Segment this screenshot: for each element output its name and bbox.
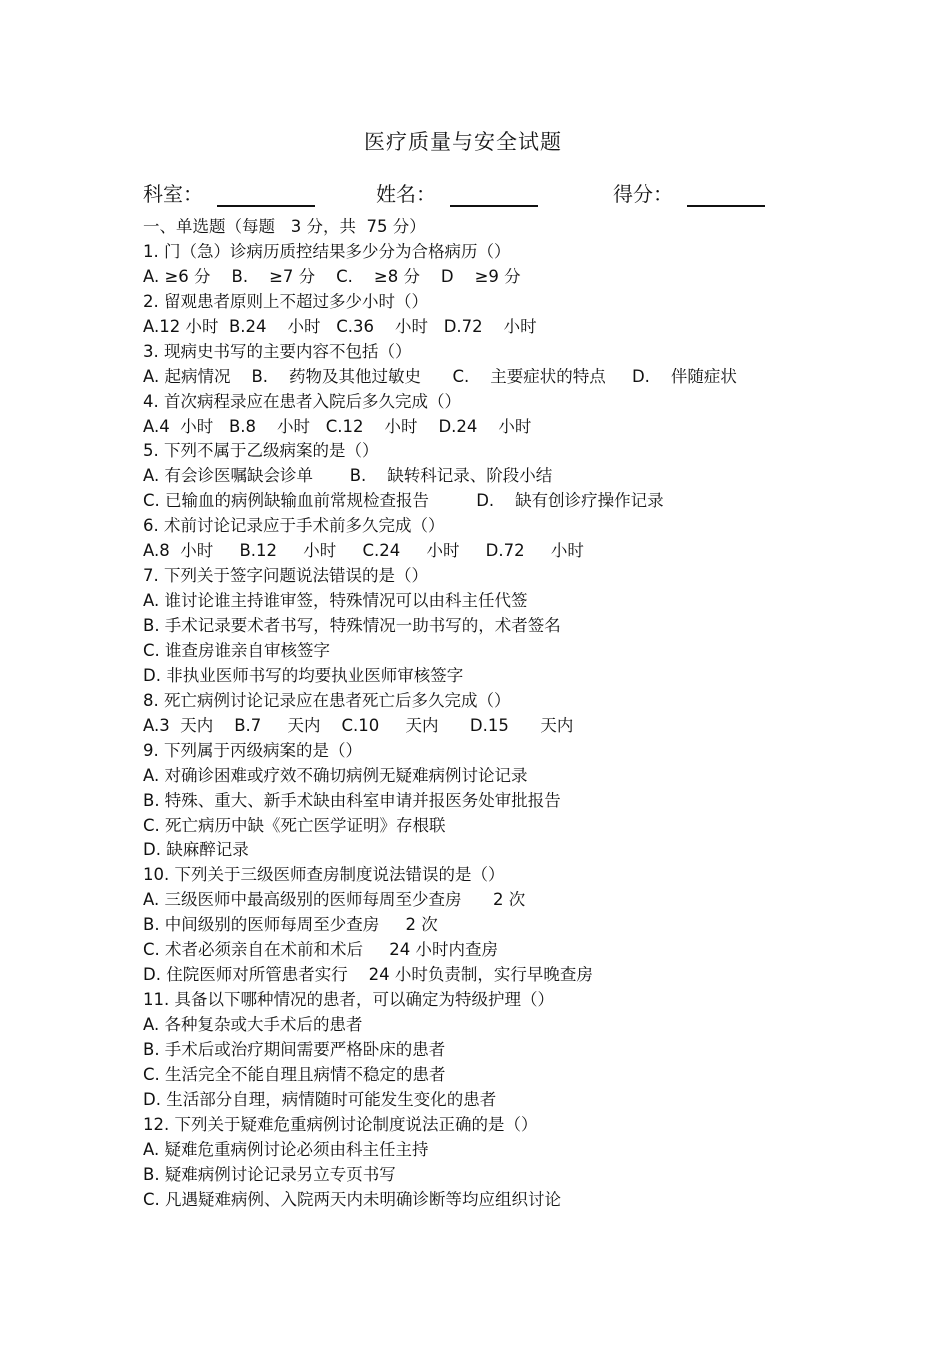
question-stem: 12. 下列关于疑难危重病例讨论制度说法正确的是（）: [143, 1114, 538, 1134]
question-stem: 11. 具备以下哪种情况的患者，可以确定为特级护理（）: [143, 990, 554, 1010]
answer-option: B. 中间级别的医师每周至少查房 2 次: [143, 915, 438, 935]
question-stem: 1. 门（急）诊病历质控结果多少分为合格病历（）: [143, 241, 511, 261]
question-stem: 5. 下列不属于乙级病案的是（）: [143, 441, 379, 461]
answer-option: C. 谁查房谁亲自审核签字: [143, 640, 331, 660]
question-stem: 9. 下列属于丙级病案的是（）: [143, 740, 362, 760]
answer-option: C. 术者必须亲自在术前和术后 24 小时内查房: [143, 940, 498, 960]
name-blank[interactable]: [450, 183, 538, 207]
answer-option: D. 缺麻醉记录: [143, 840, 249, 860]
page-title: 医疗质量与安全试题: [364, 130, 562, 154]
answer-option: B. 特殊、重大、新手术缺由科室申请并报医务处审批报告: [143, 790, 561, 810]
question-stem: 6. 术前讨论记录应于手术前多久完成（）: [143, 516, 445, 536]
answer-option: A.3 天内 B.7 天内 C.10 天内 D.15 天内: [143, 715, 574, 735]
answer-option: A.8 小时 B.12 小时 C.24 小时 D.72 小时: [143, 541, 584, 561]
question-stem: 10. 下列关于三级医师查房制度说法错误的是（）: [143, 865, 505, 885]
department-label: 科室：: [143, 182, 203, 206]
answer-option: B. 手术后或治疗期间需要严格卧床的患者: [143, 1039, 446, 1059]
answer-option: B. 疑难病例讨论记录另立专页书写: [143, 1164, 396, 1184]
answer-option: C. 生活完全不能自理且病情不稳定的患者: [143, 1064, 446, 1084]
answer-option: B. 手术记录要术者书写，特殊情况一助书写的，术者签名: [143, 616, 561, 635]
question-stem: 4. 首次病程录应在患者入院后多久完成（）: [143, 391, 461, 411]
department-blank[interactable]: [217, 183, 315, 207]
answer-option: A. 谁讨论谁主持谁审签，特殊情况可以由科主任代签: [143, 591, 528, 611]
answer-option: A. 对确诊困难或疗效不确切病例无疑难病例讨论记录: [143, 765, 528, 785]
answer-option: C. 已输血的病例缺输血前常规检查报告 D. 缺有创诊疗操作记录: [143, 491, 664, 511]
question-stem: 8. 死亡病例讨论记录应在患者死亡后多久完成（）: [143, 690, 511, 710]
section-heading: 一、单选题（每题 3 分，共 75 分）: [143, 217, 426, 236]
score-field: [613, 178, 765, 207]
answer-option: C. 凡遇疑难病例、入院两天内未明确诊断等均应组织讨论: [143, 1189, 562, 1209]
department-field: [143, 178, 315, 207]
score-label: 得分：: [613, 182, 673, 206]
answer-option: D. 住院医师对所管患者实行 24 小时负责制，实行早晚查房: [143, 965, 593, 985]
answer-option: A. 疑难危重病例讨论必须由科主任主持: [143, 1139, 429, 1159]
answer-option: A. 有会诊医嘱缺会诊单 B. 缺转科记录、阶段小结: [143, 466, 553, 486]
question-list: [143, 215, 863, 1213]
name-field: [376, 178, 538, 207]
answer-option: A. 起病情况 B. 药物及其他过敏史 C. 主要症状的特点 D. 伴随症状: [143, 366, 737, 386]
name-label: 姓名：: [376, 182, 436, 206]
question-stem: 3. 现病史书写的主要内容不包括（）: [143, 341, 412, 361]
score-blank[interactable]: [687, 183, 765, 207]
header-fields: [143, 178, 783, 210]
question-stem: 7. 下列关于签字问题说法错误的是（）: [143, 566, 428, 586]
answer-option: A.4 小时 B.8 小时 C.12 小时 D.24 小时: [143, 416, 532, 436]
answer-option: D. 非执业医师书写的均要执业医师审核签字: [143, 665, 464, 685]
answer-option: D. 生活部分自理，病情随时可能发生变化的患者: [143, 1089, 497, 1109]
question-stem: 2. 留观患者原则上不超过多少小时（）: [143, 291, 428, 311]
answer-option: A. 各种复杂或大手术后的患者: [143, 1015, 363, 1034]
answer-option: C. 死亡病历中缺《死亡医学证明》存根联: [143, 815, 446, 835]
answer-option: A. ≥6 分 B. ≥7 分 C. ≥8 分 D ≥9 分: [143, 266, 521, 286]
answer-option: A. 三级医师中最高级别的医师每周至少查房 2 次: [143, 890, 526, 910]
answer-option: A.12 小时 B.24 小时 C.36 小时 D.72 小时: [143, 316, 537, 336]
